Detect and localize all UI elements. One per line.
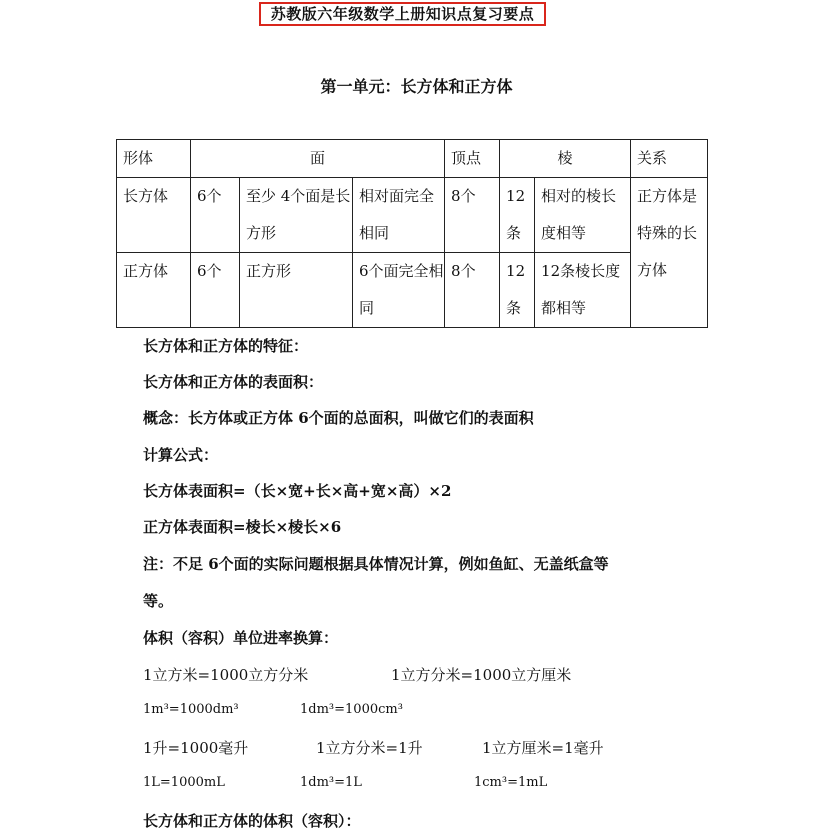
header-shape: 形体: [117, 140, 191, 178]
conversion-text: 1cm³=1mL: [474, 775, 548, 790]
cube-surface-formula: 正方体表面积=棱长×棱长×6: [143, 518, 342, 536]
note-text: 注：不足 6个面的实际问题根据具体情况计算，例如鱼缸、无盖纸盒等: [143, 555, 609, 573]
cell-edge-desc: 12条棱长度都相等: [535, 253, 631, 328]
cell-face-desc: 6个面完全相同: [353, 253, 445, 328]
conversion-text: 1立方厘米=1毫升: [482, 739, 604, 757]
document-title: 苏教版六年级数学上册知识点复习要点: [259, 2, 546, 26]
conversion-text: 1立方分米=1升: [316, 739, 423, 757]
cuboid-surface-formula: 长方体表面积=（长×宽+长×高+宽×高）×2: [143, 482, 452, 500]
cell-edge-count: 12条: [500, 253, 535, 328]
cell-shape: 长方体: [117, 178, 191, 253]
cell-face-count: 6个: [191, 253, 240, 328]
cell-edge-desc: 相对的棱长度相等: [535, 178, 631, 253]
unit-conversion-heading: 体积（容积）单位进率换算：: [143, 629, 339, 647]
table-header-row: [117, 140, 708, 178]
cell-vertex: 8个: [445, 178, 500, 253]
conversion-text: 1dm³=1000cm³: [300, 702, 403, 717]
conversion-text: 1升=1000毫升: [143, 739, 249, 757]
formula-heading: 计算公式：: [143, 446, 219, 464]
unit-heading: 第一单元：长方体和正方体: [320, 77, 513, 96]
header-vertex: 顶点: [445, 140, 500, 178]
cell-face-desc: 相对面完全相同: [353, 178, 445, 253]
note-continuation: 等。: [143, 592, 174, 610]
surface-area-heading: 长方体和正方体的表面积：: [143, 373, 324, 391]
conversion-text: 1dm³=1L: [300, 775, 362, 790]
cell-edge-count: 12条: [500, 178, 535, 253]
conversion-text: 1L=1000mL: [143, 775, 225, 790]
cell-face-count: 6个: [191, 178, 240, 253]
conversion-text: 1立方米=1000立方分米: [143, 666, 309, 684]
header-face: 面: [191, 140, 445, 178]
features-heading: 长方体和正方体的特征：: [143, 337, 309, 355]
conversion-text: 1m³=1000dm³: [143, 702, 239, 717]
cell-relation: 正方体是特殊的长方体: [631, 178, 708, 328]
cell-face-desc: 至少 4个面是长方形: [240, 178, 353, 253]
header-relation: 关系: [631, 140, 708, 178]
cell-shape: 正方体: [117, 253, 191, 328]
volume-heading: 长方体和正方体的体积（容积）：: [143, 812, 361, 830]
header-edge: 棱: [500, 140, 631, 178]
conversion-text: 1立方分米=1000立方厘米: [391, 666, 572, 684]
cell-vertex: 8个: [445, 253, 500, 328]
table-row: [117, 253, 708, 328]
shape-comparison-table: [116, 139, 708, 328]
cell-face-desc: 正方形: [240, 253, 353, 328]
table-row: [117, 178, 708, 253]
concept-text: 概念：长方体或正方体 6个面的总面积，叫做它们的表面积: [143, 409, 534, 427]
